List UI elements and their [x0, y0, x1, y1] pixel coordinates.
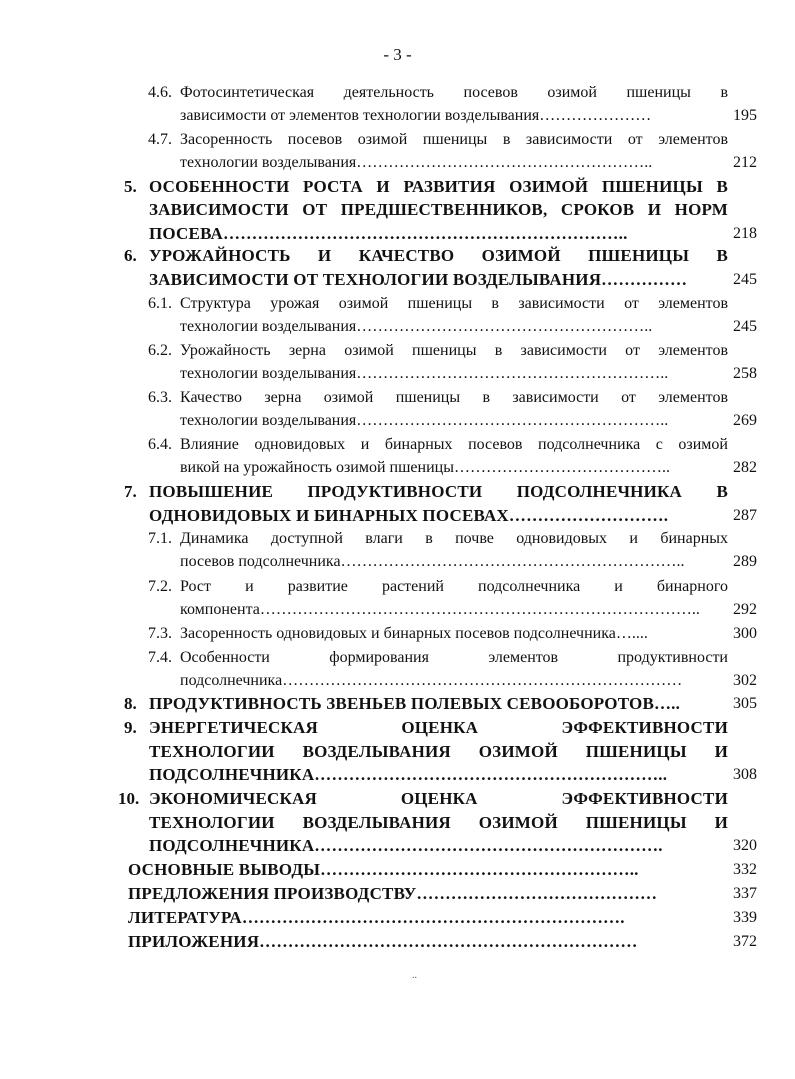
entry-title-line: Качество зерна озимой пшеницы в зависимости от элементов	[180, 389, 728, 406]
entry-title-line: технологии возделывания…………………………………………………..	[180, 412, 669, 429]
entry-page: 245	[733, 318, 757, 335]
entry-title-line: ОДНОВИДОВЫХ И БИНАРНЫХ ПОСЕВАХ……………………….	[149, 506, 669, 525]
entry-title-line: ПОВЫШЕНИЕ ПРОДУКТИВНОСТИ ПОДСОЛНЕЧНИКА В	[149, 482, 728, 501]
entry-number: 8.	[124, 694, 137, 713]
entry-number: 6.2.	[148, 342, 172, 359]
entry-title-line: ЭКОНОМИЧЕСКАЯ ОЦЕНКА ЭФФЕКТИВНОСТИ	[149, 789, 728, 808]
entry-page: 320	[733, 837, 757, 854]
entry-title-line: ТЕХНОЛОГИИ ВОЗДЕЛЫВАНИЯ ОЗИМОЙ ПШЕНИЦЫ И	[149, 742, 728, 761]
entry-title-line: викой на урожайность озимой пшеницы…………………………………..	[180, 459, 670, 476]
entry-page: 195	[733, 107, 757, 124]
entry-number: 9.	[124, 718, 137, 737]
entry-title-line: технологии возделывания………………………………………………..	[180, 318, 653, 335]
entry-title-line: Рост и развитие растений подсолнечника и бинарного	[180, 578, 728, 595]
entry-title-line: технологии возделывания………………………………………………..	[180, 154, 653, 171]
entry-title-line: ПОДСОЛНЕЧНИКА……………………………………………………..	[149, 765, 668, 784]
entry-title-line: ОСНОВНЫЕ ВЫВОДЫ………………………………………………..	[128, 860, 639, 879]
entry-title-line: посевов подсолнечника………………………………………………………..	[180, 553, 685, 570]
entry-number: 10.	[118, 789, 140, 808]
entry-page: 305	[733, 695, 757, 712]
entry-page: 302	[733, 672, 757, 689]
entry-number: 6.3.	[148, 389, 172, 406]
footer-mark: ..	[412, 970, 417, 981]
entry-title-line: Засоренность посевов озимой пшеницы в зависимости от элементов	[180, 131, 728, 148]
entry-number: 4.7.	[148, 131, 172, 148]
entry-page: 372	[733, 933, 757, 950]
entry-title-line: технологии возделывания…………………………………………………..	[180, 365, 669, 382]
entry-page: 337	[733, 885, 757, 902]
entry-title-line: ЭНЕРГЕТИЧЕСКАЯ ОЦЕНКА ЭФФЕКТИВНОСТИ	[149, 718, 728, 737]
entry-page: 269	[733, 412, 757, 429]
entry-number: 7.1.	[148, 530, 172, 547]
entry-number: 6.1.	[148, 295, 172, 312]
entry-title-line: ТЕХНОЛОГИИ ВОЗДЕЛЫВАНИЯ ОЗИМОЙ ПШЕНИЦЫ И	[149, 813, 728, 832]
entry-title-line: ЛИТЕРАТУРА………………………………………………………….	[128, 908, 625, 927]
entry-number: 4.6.	[148, 84, 172, 101]
entry-page: 339	[733, 909, 757, 926]
entry-page: 245	[733, 271, 757, 288]
entry-title-line: ОСОБЕННОСТИ РОСТА И РАЗВИТИЯ ОЗИМОЙ ПШЕНИЦЫ В	[149, 177, 728, 196]
entry-number: 6.4.	[148, 436, 172, 453]
entry-title-line: Особенности формирования элементов продуктивности	[180, 649, 728, 666]
entry-page: 300	[733, 625, 757, 642]
entry-page: 332	[733, 861, 757, 878]
entry-title-line: ПРИЛОЖЕНИЯ…………………………………………………………	[128, 932, 638, 951]
entry-title-line: подсолнечника…………………………………………………………………	[180, 672, 683, 689]
entry-number: 7.4.	[148, 649, 172, 666]
entry-title-line: Динамика доступной влаги в почве одновидовых и бинарных	[180, 530, 728, 547]
entry-title-line: Влияние одновидовых и бинарных посевов подсолнечника с озимой	[180, 436, 728, 453]
entry-number: 5.	[124, 177, 137, 196]
entry-title-line: ЗАВИСИМОСТИ ОТ ПРЕДШЕСТВЕННИКОВ, СРОКОВ И НОРМ	[149, 200, 728, 219]
entry-title-line: Фотосинтетическая деятельность посевов озимой пшеницы в	[180, 84, 728, 101]
entry-title-line: ПРОДУКТИВНОСТЬ ЗВЕНЬЕВ ПОЛЕВЫХ СЕВООБОРОТОВ…..	[149, 694, 681, 713]
entry-title-line: Засоренность одновидовых и бинарных посевов подсолнечника…....	[180, 625, 648, 642]
entry-page: 289	[733, 553, 757, 570]
entry-number: 7.2.	[148, 578, 172, 595]
entry-page: 287	[733, 507, 757, 524]
entry-number: 7.	[124, 482, 137, 501]
entry-title-line: Структура урожая озимой пшеницы в зависимости от элементов	[180, 295, 728, 312]
entry-title-line: ПОДСОЛНЕЧНИКА…………………………………………………….	[149, 836, 663, 855]
entry-number: 6.	[124, 246, 137, 265]
entry-page: 212	[733, 154, 757, 171]
entry-title-line: ПОСЕВА……………………………………………………………..	[149, 224, 628, 243]
entry-page: 258	[733, 365, 757, 382]
entry-title-line: ЗАВИСИМОСТИ ОТ ТЕХНОЛОГИИ ВОЗДЕЛЫВАНИЯ……………	[149, 270, 688, 289]
entry-page: 292	[733, 601, 757, 618]
entry-title-line: УРОЖАЙНОСТЬ И КАЧЕСТВО ОЗИМОЙ ПШЕНИЦЫ В	[149, 246, 728, 265]
entry-title-line: ПРЕДЛОЖЕНИЯ ПРОИЗВОДСТВУ……………………………………	[128, 884, 658, 903]
page-number: - 3 -	[383, 45, 412, 64]
entry-title-line: зависимости от элементов технологии возделывания…………………	[180, 107, 652, 124]
entry-page: 308	[733, 766, 757, 783]
entry-page: 218	[733, 225, 757, 242]
entry-title-line: компонента………………………………………………………………………..	[180, 601, 700, 618]
entry-title-line: Урожайность зерна озимой пшеницы в зависимости от элементов	[180, 342, 728, 359]
entry-page: 282	[733, 459, 757, 476]
entry-number: 7.3.	[148, 625, 172, 642]
